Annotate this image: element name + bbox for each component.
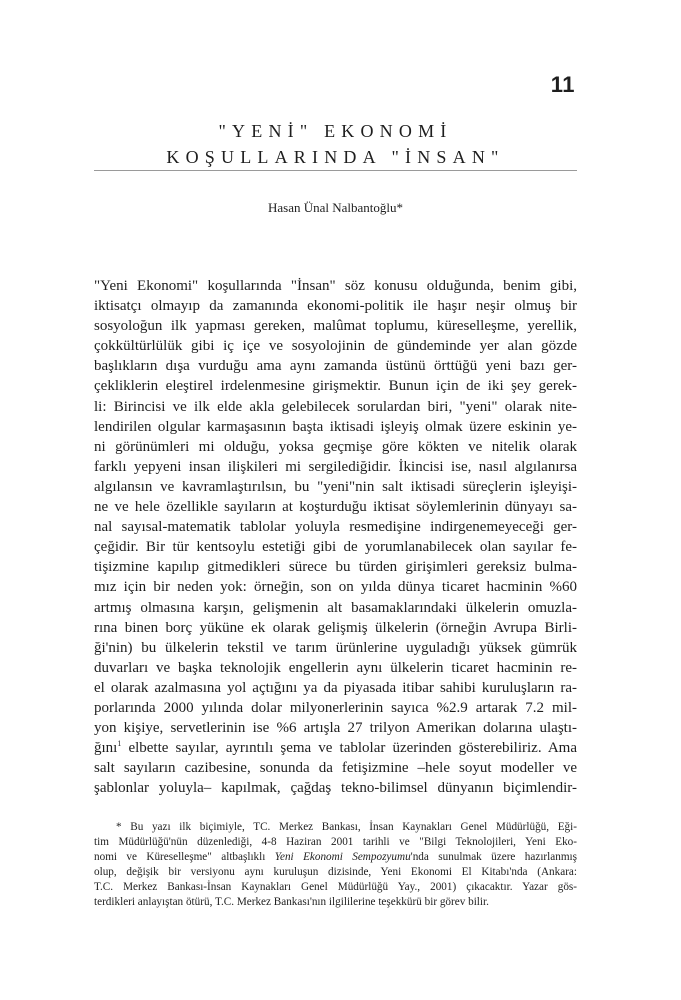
body-line: salt sayıların cazibesine, sonunda da fetişizmine –hele soyut modeller ve (94, 760, 577, 777)
body-line: li: Birincisi ve ilk elde akla gelebilecek sorulardan biri, "yeni" olarak nite- (94, 398, 577, 415)
body-line: başlıkların dışa vurduğu ama aynı zamanda üstünü örttüğü yeni bazı ger- (94, 358, 577, 375)
footnote-reference[interactable]: 1 (117, 739, 122, 749)
body-line: çeğidir. Bir tür kentsoylu estetiği gibi de yorumlanabilecek olan sayılar fe- (94, 539, 577, 556)
article-title-line-2: KOŞULLARINDA "İNSAN" (166, 147, 505, 167)
article-title-line-1: "YENİ" EKONOMİ (218, 121, 453, 141)
body-line-fragment: ğını (94, 740, 118, 757)
symposium-name: Yeni Ekonomi Sempozyumu (274, 851, 411, 864)
body-line: nal sayısal-matematik tablolar yoluyla resmedişine indirgenemeyeceği ger- (94, 519, 577, 536)
footnote-line: tim Müdürlüğü'nün düzenlediği, 4-8 Haziran 2001 tarihli ve "Bilgi Teknolojileri, Yeni Eko- (94, 836, 577, 849)
body-text (94, 276, 577, 798)
body-line: "Yeni Ekonomi" koşullarında "İnsan" söz konusu olduğunda, benim gibi, (94, 278, 577, 294)
body-line: el olarak azalmasına yol açtığını ya da piyasada itibar sahibi kuruluşların ra- (94, 679, 577, 696)
body-line: rına binen borç yüküne ek olarak gelişmiş ülkelerin (örneğin Avrupa Birli- (94, 619, 577, 636)
body-line: yon kişiye, servetlerinin ise %6 artışla 27 trilyon Amerikan dolarına ulaştı- (94, 720, 577, 737)
footnote-line (94, 850, 577, 865)
page-number: 11 (550, 72, 575, 97)
body-line-fragment: elbette sayılar, ayrıntılı şema ve tablolar üzerinden gösterebiliriz. Ama (128, 740, 577, 757)
footnote-line: * Bu yazı ilk biçimiyle, TC. Merkez Bankası, İnsan Kaynakları Genel Müdürlüğü, Eği- (116, 821, 577, 833)
body-line: tişizmine kapılıp gitmedikleri sürece bu türden girişimleri gereksiz bulma- (94, 559, 577, 576)
body-line (94, 738, 577, 758)
body-line: mız için bir neden yok: örneğin, son on yılda dünya ticaret hacminin %60 (94, 579, 577, 596)
body-line: lendirilen olgular karmaşasının başta iktisadi işleyiş olmak üzere eskinin ye- (94, 418, 577, 435)
footnote-line: T.C. Merkez Bankası-İnsan Kaynakları Genel Müdürlüğü Yay., 2001) çıkacaktır. Yazar gös- (94, 881, 577, 894)
author-name: Hasan Ünal Nalbantoğlu* (267, 200, 404, 215)
body-line: porlarında 2000 yılında dolar milyonerlerinin sayıca %2.9 artarak 7.2 mil- (94, 699, 577, 716)
footnote-fragment: 'nda sunulmak üzere hazırlanmış (410, 851, 577, 864)
body-line: çokkültürlülük gibi iç içe ve sosyolojinin de gündeminde yer alan gözde (94, 338, 577, 355)
footnote-line: olup, değişik bir versiyonu aynı kuruluşun dizisinde, Yeni Ekonomi El Kitabı'nda (Ankara: (94, 866, 577, 879)
body-line: şablonlar yoluyla– kapılmak, çağdaş tekno-bilimsel dünyanın biçimlendir- (94, 780, 577, 797)
footnote-fragment: nomi ve Küreselleşme" altbaşlıklı (94, 851, 275, 864)
footnote-line: terdikleri anlayıştan ötürü, T.C. Merkez Bankası'nın ilgililerine teşekkürü bir görev bilir. (94, 896, 489, 909)
body-line: duvarları ve başka teknolojik engellerin aynı ülkelerin ticaret hacminin re- (94, 659, 577, 676)
body-line: ni görünümleri mi olduğu, yoksa geçmişe göre kökten ve nitelik olarak (94, 438, 577, 455)
body-line: farklı yepyeni insan ilişkileri mi sergilediğidir. İkincisi ise, nasıl algılanırsa (94, 458, 577, 475)
body-line: ne ve hele özellikle sayıların at koşturduğu iktisat söylemlerinin dünyayı sa- (94, 499, 577, 516)
body-line: çekliklerin eleştirel irdelenmesine girişmektir. Bunun için de iki şey gerek- (94, 378, 577, 395)
body-line: artmış olmasına karşın, gelişmenin alt basamaklarındaki ülkelerin omuzla- (94, 599, 577, 616)
body-line: sosyoloğun ilk yapması gereken, malûmat toplumu, küreselleşme, yerellik, (94, 318, 577, 335)
article-title (94, 118, 577, 170)
footnote (94, 820, 577, 911)
body-line: ği'nin) bu ülkelerin tekstil ve tarım ürünlerine uyguladığı yüksek gümrük (94, 639, 577, 656)
body-line: iktisatçı olmayıp da zamanında ekonomi-politik ile haşır neşir olmuş bir (94, 298, 577, 315)
body-line: algılansın ve kavramlaştırılsın, bu "yeni"nin salt iktisadi süreçlerin işleyişi- (94, 478, 577, 495)
title-divider (94, 170, 577, 171)
